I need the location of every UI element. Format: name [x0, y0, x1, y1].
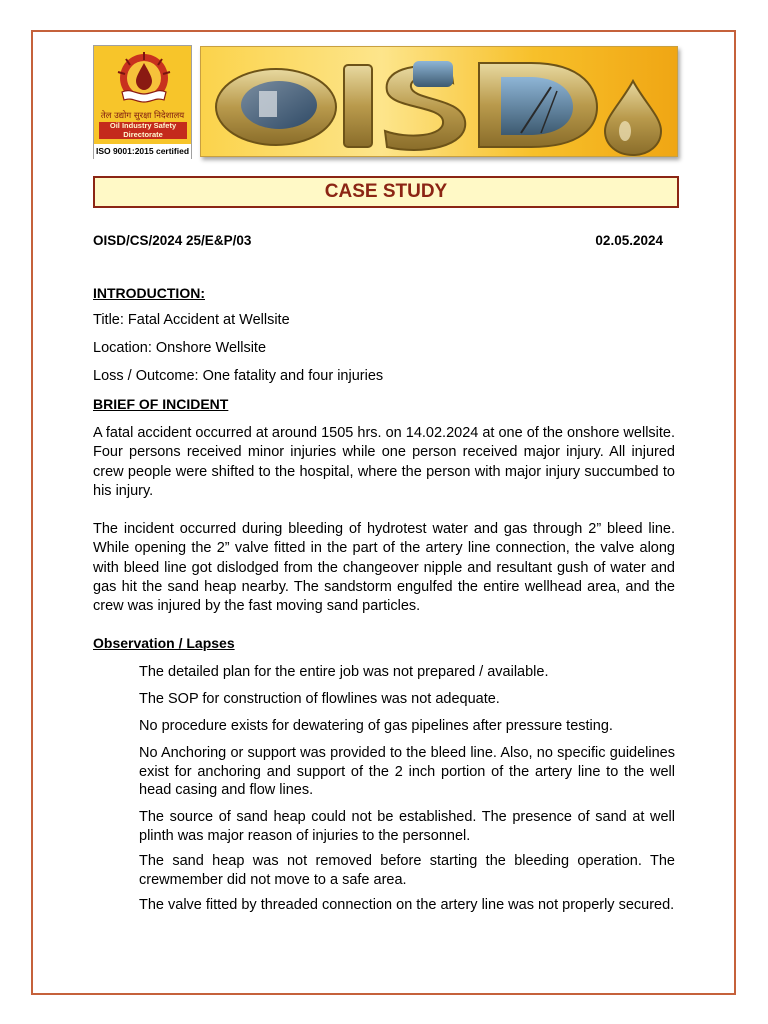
- loss-outcome-line: Loss / Outcome: One fatality and four injuries: [93, 368, 384, 384]
- case-reference-code: OISD/CS/2024 25/E&P/03: [93, 233, 252, 248]
- oisd-banner: [200, 46, 678, 157]
- observation-item: The source of sand heap could not be established. The presence of sand at well plinth was major reason of injuries to the personnel.: [139, 809, 675, 844]
- reference-line: [93, 233, 663, 251]
- logo-english-name: Oil Industry Safety Directorate: [99, 122, 187, 139]
- case-study-title: CASE STUDY: [93, 176, 679, 208]
- observation-item: The valve fitted by threaded connection on the artery line was not properly secured.: [139, 897, 675, 913]
- brief-of-incident-heading: BRIEF OF INCIDENT: [93, 396, 229, 412]
- case-date: 02.05.2024: [595, 233, 663, 248]
- logo-hindi-text: तेल उद्योग सुरक्षा निदेशालय: [100, 111, 185, 121]
- observation-item: The SOP for construction of flowlines was not adequate.: [139, 691, 500, 707]
- observation-item: The detailed plan for the entire job was not prepared / available.: [139, 664, 549, 680]
- observation-lapses-heading: Observation / Lapses: [93, 635, 235, 651]
- brief-paragraph-1: A fatal accident occurred at around 1505 hrs. on 14.02.2024 at one of the onshore wellsite. Four persons received minor injuries while one person received major injury. All injured crew people were shifted to the hospital, where the person with major injury succumbed to his injury.: [93, 425, 676, 499]
- observation-item: No procedure exists for dewatering of gas pipelines after pressure testing.: [139, 718, 613, 734]
- title-line: Title: Fatal Accident at Wellsite: [93, 312, 290, 328]
- introduction-heading: INTRODUCTION:: [93, 285, 205, 301]
- oil-drop-hands-icon: [106, 50, 182, 110]
- oisd-logo: [93, 45, 192, 159]
- location-line: Location: Onshore Wellsite: [93, 340, 267, 356]
- iso-certification: ISO 9001:2015 certified: [94, 144, 191, 159]
- observation-item: No Anchoring or support was provided to the bleed line. Also, no specific guidelines exist for anchoring and support of the 2 inch portion of the artery line to the well head casing and flow lines.: [139, 745, 675, 798]
- observation-item: The sand heap was not removed before starting the bleeding operation. The crewmember did not move to a safe area.: [139, 853, 675, 888]
- brief-paragraph-2: The incident occurred during bleeding of hydrotest water and gas through 2” bleed line. While opening the 2” valve fitted in the part of the artery line connection, the valve along with bleed line got dislodged from the changeover nipple and resultant gush of water and gas hit the sand heap nearby. The sandstorm engulfed the entire wellhead area, and the crew was injured by the fast moving sand particles.: [93, 521, 675, 615]
- oisd-wordmark-graphic: [201, 47, 678, 157]
- page-border: [31, 30, 736, 995]
